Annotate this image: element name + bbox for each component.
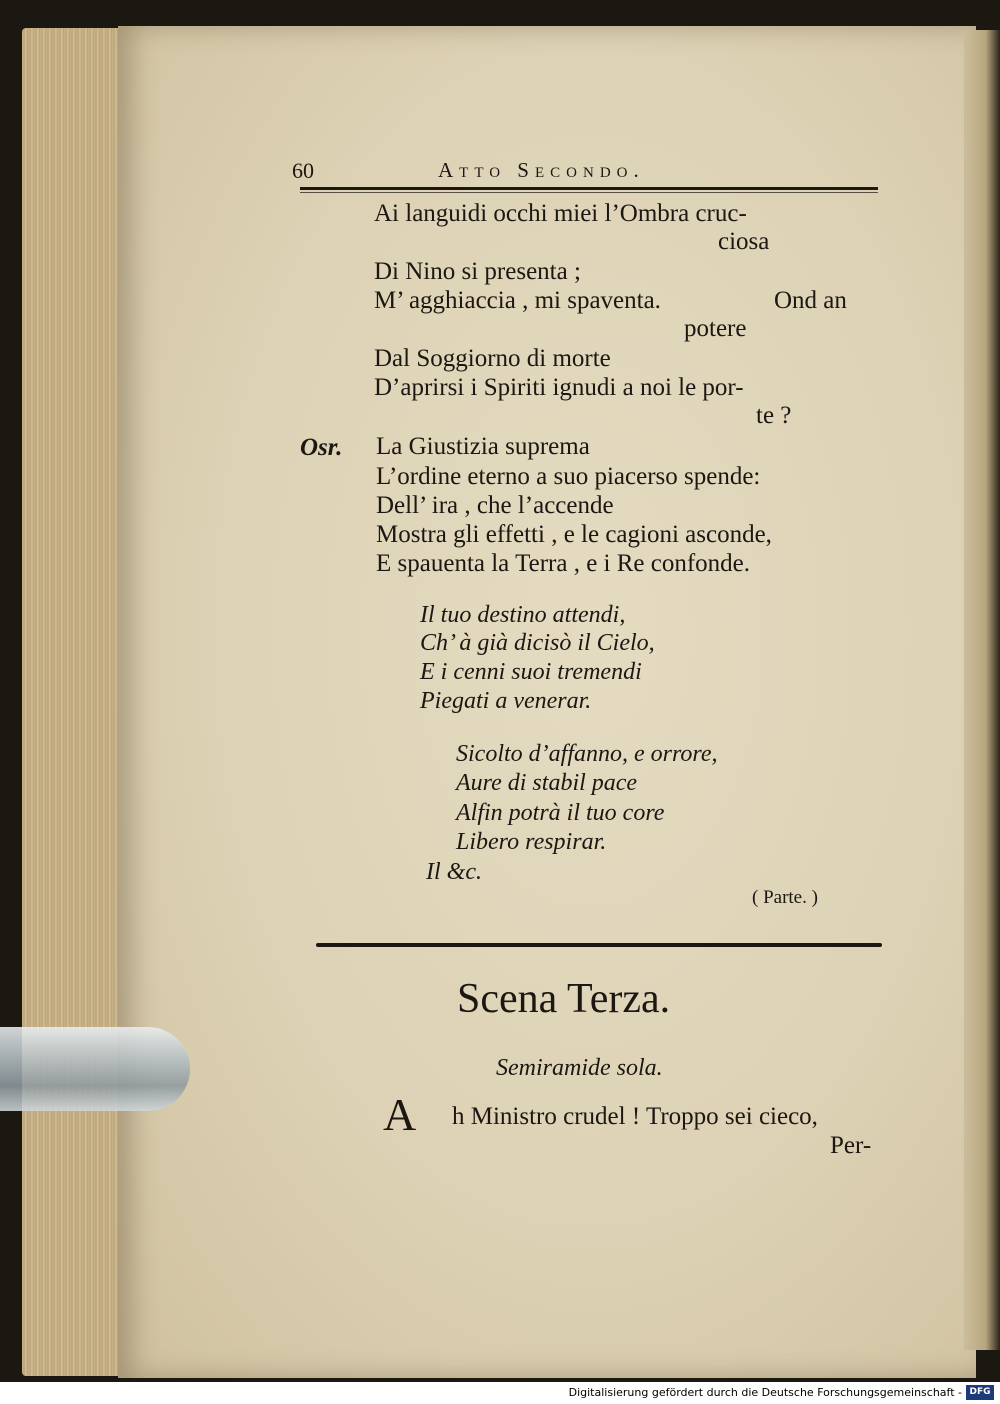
aria-line: Libero respirar. (456, 829, 607, 855)
scene-first-line: h Ministro crudel ! Troppo sei cieco, (452, 1103, 818, 1130)
verse-line: Di Nino si presenta ; (374, 258, 581, 285)
scene-title: Scena Terza. (457, 976, 671, 1022)
stage-direction: ( Parte. ) (752, 887, 818, 908)
speech-line: E spauenta la Terra , e i Re confonde. (376, 550, 751, 577)
dfg-logo: DFG (966, 1385, 994, 1400)
footer-credit: Digitalisierung gefördert durch die Deutsche Forschungsgemeinschaft - (568, 1386, 962, 1399)
scene-divider-rule (316, 943, 882, 947)
verse-line: te ? (756, 402, 792, 429)
speech-line: La Giustizia suprema (376, 433, 590, 460)
header-rule (300, 187, 878, 190)
footer-bar (0, 1382, 1000, 1404)
verse-line: ciosa (718, 228, 770, 255)
book-right-edge (964, 30, 1000, 1350)
scene-subtitle: Semiramide sola. (496, 1055, 663, 1081)
verse-line: M’ agghiaccia , mi spaventa. (374, 287, 661, 314)
verse-line: Ond an (774, 287, 847, 314)
catchword: Per- (830, 1132, 872, 1159)
aria-line: Il tuo destino attendi, (420, 602, 626, 628)
verse-line: D’aprirsi i Spiriti ignudi a noi le por- (374, 374, 744, 401)
verse-line: Ai languidi occhi miei l’Ombra cruc- (374, 200, 747, 227)
aria-da-capo: Il &c. (426, 859, 482, 885)
aria-line: Piegati a venerar. (420, 688, 592, 714)
aria-line: E i cenni suoi tremendi (420, 659, 642, 685)
page-holder-clip (0, 1027, 190, 1111)
aria-line: Sicolto d’affanno, e orrore, (456, 741, 718, 767)
speech-line: L’ordine eterno a suo piacerso spende: (376, 463, 761, 490)
header-rule-thin (300, 192, 878, 193)
speaker-label: Osr. (300, 434, 343, 461)
aria-line: Aure di stabil pace (456, 770, 638, 796)
speech-line: Dell’ ira , che l’accende (376, 492, 614, 519)
verse-line: potere (684, 315, 747, 342)
speech-line: Mostra gli effetti , e le cagioni asconde, (376, 521, 772, 548)
drop-cap: A (383, 1089, 417, 1140)
aria-line: Ch’ à già dicisò il Cielo, (420, 630, 655, 656)
aria-line: Alfin potrà il tuo core (456, 800, 665, 826)
verse-line: Dal Soggiorno di morte (374, 345, 611, 372)
page-number: 60 (292, 158, 314, 183)
running-title: Atto Secondo. (438, 158, 645, 182)
